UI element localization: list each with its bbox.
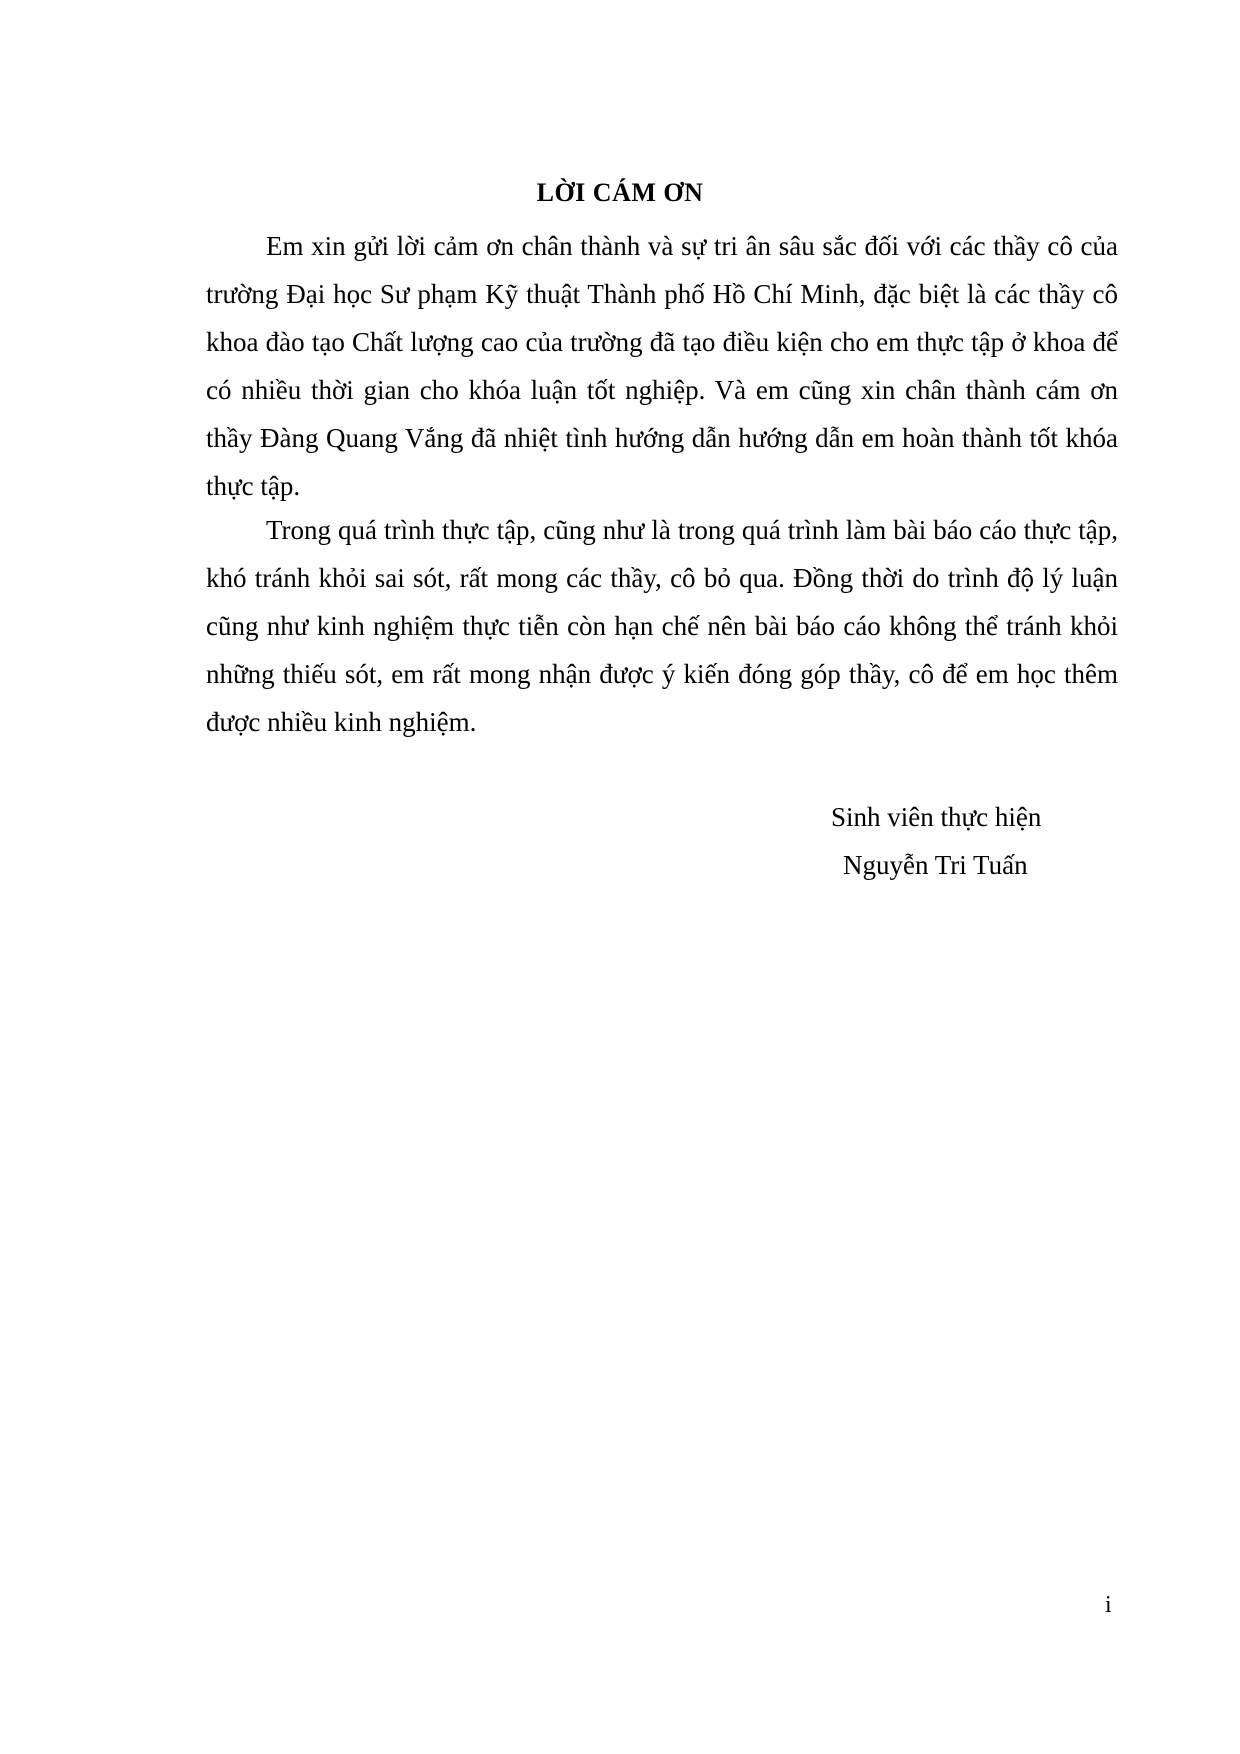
page-title: LỜI CÁM ƠN: [536, 178, 704, 207]
acknowledgement-paragraph-1: Em xin gửi lời cảm ơn chân thành và sự tri ân sâu sắc đối với các thầy cô của trường Đại học Sư phạm Kỹ thuật Thành phố Hồ Chí Minh, đặc biệt là các thầy cô khoa đào tạo Chất lượng cao của trường đã tạo điều kiện cho em thực tập ở khoa để có nhiều thời gian cho khóa luận tốt nghiệp. Và em cũng xin chân thành cám ơn thầy Đàng Quang Vắng đã nhiệt tình hướng dẫn hướng dẫn em hoàn thành tốt khóa thực tập.: [206, 231, 1118, 501]
acknowledgement-paragraph-2: Trong quá trình thực tập, cũng như là trong quá trình làm bài báo cáo thực tập, khó tránh khỏi sai sót, rất mong các thầy, cô bỏ qua. Đồng thời do trình độ lý luận cũng như kinh nghiệm thực tiễn còn hạn chế nên bài báo cáo không thể tránh khỏi những thiếu sót, em rất mong nhận được ý kiến đóng góp thầy, cô để em học thêm được nhiều kinh nghiệm.: [206, 515, 1118, 737]
signature-block: [780, 793, 1120, 889]
signature-name: Nguyễn Tri Tuấn: [843, 850, 1028, 880]
page-number: i: [1105, 1592, 1112, 1618]
signature-role: Sinh viên thực hiện: [831, 802, 1042, 832]
